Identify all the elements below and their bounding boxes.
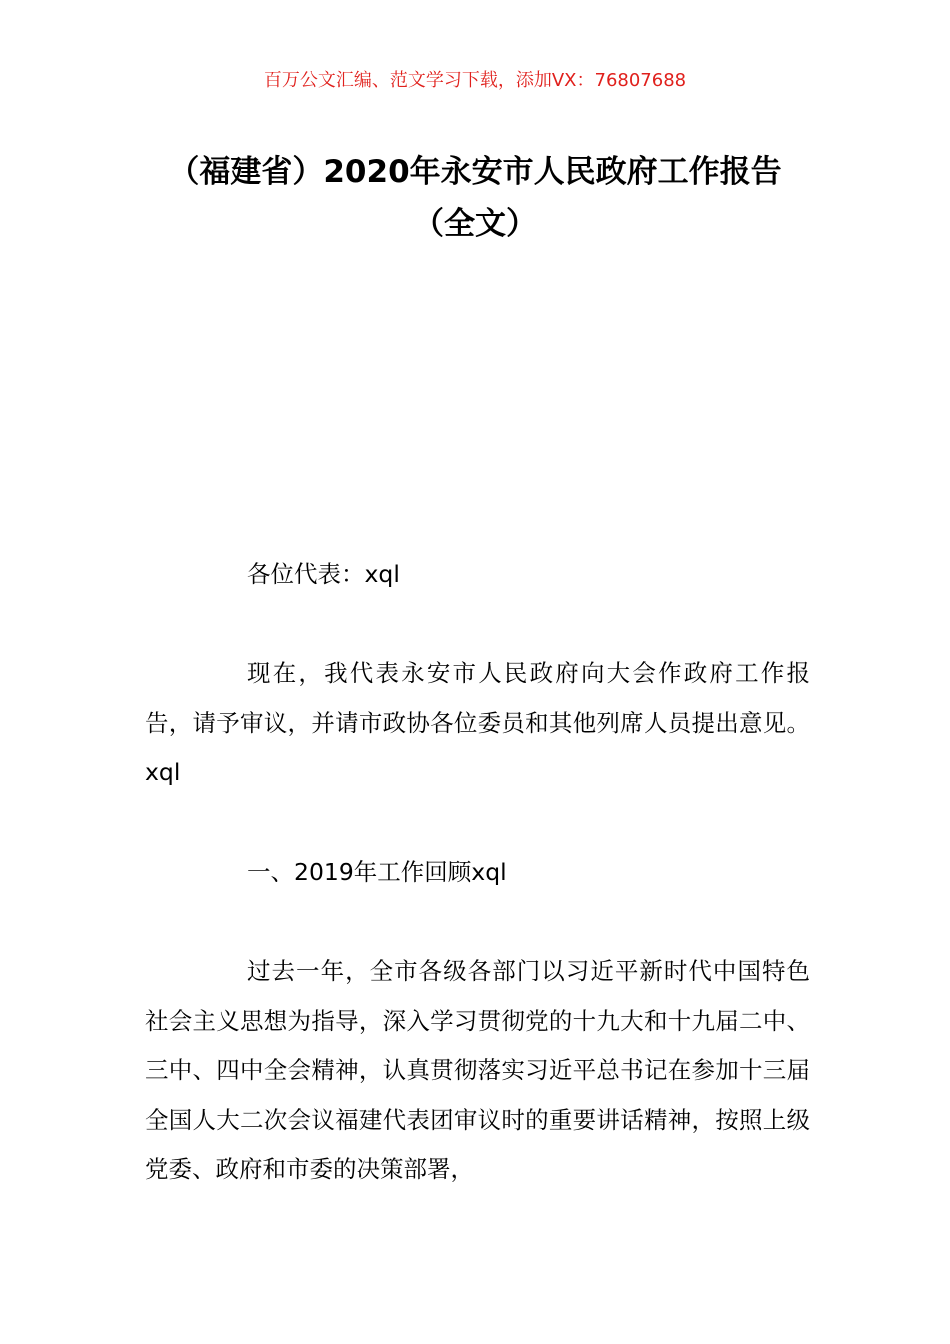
header-watermark-note: 百万公文汇编、范文学习下载，添加VX：76807688 <box>263 70 687 91</box>
salutation: 各位代表：xql <box>247 560 400 588</box>
paragraph-review: 过去一年，全市各级各部门以习近平新时代中国特色社会主义思想为指导，深入学习贯彻党的十九大和十九届二中、三中、四中全会精神，认真贯彻落实习近平总书记在参加十三届全国人大二次会议福建代表团审议时的重要讲话精神，按照上级党委、政府和市委的决策部署， <box>145 957 810 1183</box>
document-title: （福建省）2020年永安市人民政府工作报告（全文） <box>168 154 782 242</box>
paragraph-intro: 现在，我代表永安市人民政府向大会作政府工作报告，请予审议，并请市政协各位委员和其他列席人员提出意见。xql <box>145 659 810 786</box>
section-heading: 一、2019年工作回顾xql <box>247 858 507 886</box>
